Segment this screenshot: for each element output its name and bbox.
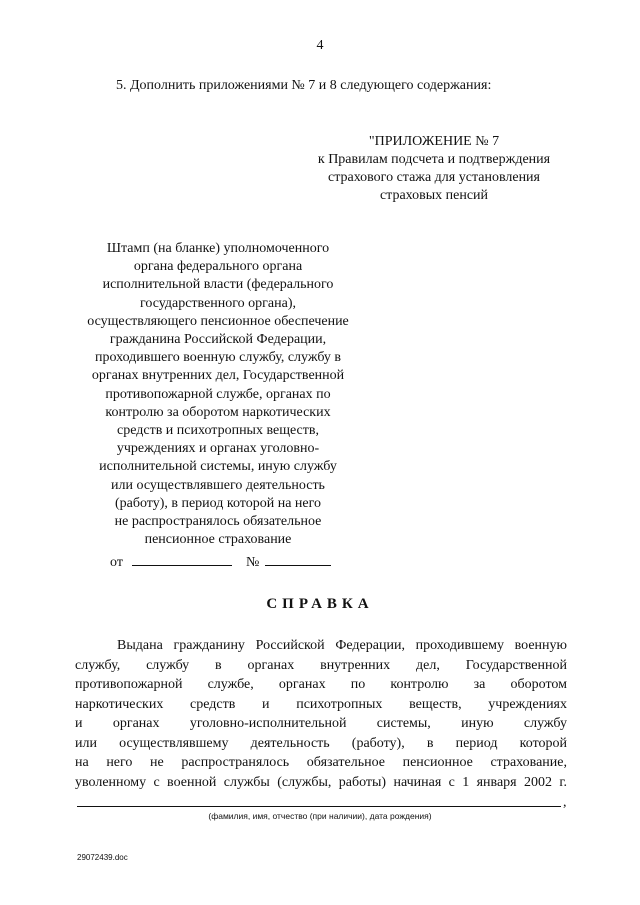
signature-caption: (фамилия, имя, отчество (при наличии), дата рождения) [208,811,432,821]
appendix-title: "ПРИЛОЖЕНИЕ № 7 [368,134,500,149]
document-title: СПРАВКА [266,596,374,612]
intro-line: 5. Дополнить приложениями № 7 и 8 следующего содержания: [116,78,492,93]
stamp-line: учреждениях и органах уголовно- [116,441,320,457]
stamp-line: не распространялось обязательное [114,514,322,530]
stamp-line: исполнительной системы, иную службу [99,459,337,475]
body-line: противопожарной службе, органах по контролю за оборотом [75,677,567,692]
stamp-line: (работу), в период которой на него [114,495,322,511]
footer-filename: 29072439.doc [77,853,128,862]
body-line: на него не распространялось обязательное пенсионное страхование, [75,755,567,770]
stamp-line: осуществляющего пенсионное обеспечение [87,313,349,329]
signature-comma: , [563,795,567,810]
stamp-line: государственного органа), [139,295,296,311]
body-line: наркотических средств и психотропных веществ, учреждениях [75,696,567,712]
appendix-line: к Правилам подсчета и подтверждения [317,152,551,167]
stamp-line: проходившего военную службу, службу в [94,350,342,366]
appendix-line: страхового стажа для установления [327,170,540,185]
page-number: 4 [316,38,324,53]
stamp-line: Штамп (на бланке) уполномоченного [106,241,330,256]
date-from-label: от [110,555,123,570]
stamp-block [82,240,354,549]
body-line: Выдана гражданину Российской Федерации, проходившему военную [117,638,567,653]
number-label: № [245,555,260,570]
certificate-body [75,636,567,792]
stamp-line: противопожарной службе, органах по [105,386,331,402]
body-line: службу, службу в органах внутренних дел, Государственной [75,657,567,673]
stamp-line: пенсионное страхование [144,532,292,548]
number-blank-field[interactable] [265,552,331,566]
stamp-line: органах внутренних дел, Государственной [91,368,345,384]
stamp-line: гражданина Российской Федерации, [109,332,327,348]
date-blank-field[interactable] [132,552,232,566]
appendix-line: страховых пенсий [379,188,489,203]
stamp-line: средств и психотропных веществ, [117,423,319,439]
body-line: и органах уголовно-исполнительной системы, иную службу [75,716,567,731]
stamp-line: контролю за оборотом наркотических [105,404,331,420]
stamp-line: исполнительной власти (федерального [102,277,334,293]
stamp-line: органа федерального органа [133,259,303,275]
appendix-header [300,133,568,205]
body-line: уволенному с военной службы (службы, работы) начиная с 1 января 2002 г. [75,774,567,790]
stamp-line: или осуществлявшего деятельность [111,477,325,493]
signature-blank-field[interactable] [77,806,561,807]
date-row [110,552,331,571]
body-line: или осуществлявшему деятельность (работу), в период которой [75,735,567,751]
